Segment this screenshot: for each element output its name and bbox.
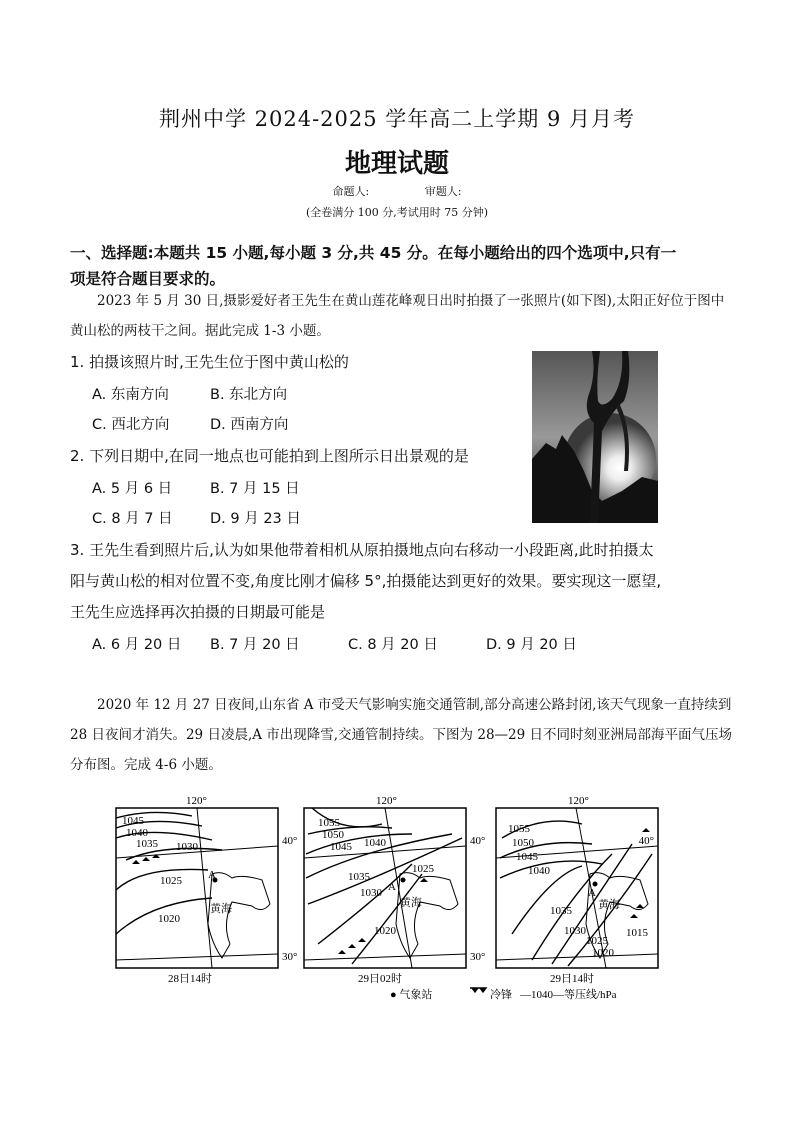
legend-front: 冷锋 <box>490 989 512 1001</box>
legend-station: ● 气象站 <box>390 989 433 1001</box>
q2-option-a[interactable]: A. 5 月 6 日 <box>92 481 173 497</box>
q2-option-b[interactable]: B. 7 月 15 日 <box>210 481 300 497</box>
map1-isobar-1035: 1035 <box>136 838 158 850</box>
lon-label-1: 120° <box>186 795 207 807</box>
map2-isobar-1055: 1055 <box>318 817 340 829</box>
map3-caption: 29日14时 <box>550 973 594 985</box>
map2-isobar-1035: 1035 <box>348 871 370 883</box>
map3-isobar-1045: 1045 <box>516 851 538 863</box>
map1-isobar-1020: 1020 <box>158 913 180 925</box>
map3-isobar-1020: 1020 <box>592 947 614 959</box>
map2-isobar-1025: 1025 <box>412 863 434 875</box>
lat-top-label-1: 40° <box>282 835 298 847</box>
section-heading-line1: 一、选择题:本题共 15 小题,每小题 3 分,共 45 分。在每小题给出的四个选项中,只有一 <box>70 244 677 262</box>
map1-sea-label: 黄海 <box>210 903 232 915</box>
q3-option-c[interactable]: C. 8 月 20 日 <box>348 637 438 653</box>
lon-label-2: 120° <box>376 795 397 807</box>
map2-caption: 29日02时 <box>358 973 402 985</box>
map3-point-a: A <box>588 887 596 899</box>
q2-option-c[interactable]: C. 8 月 7 日 <box>92 511 173 527</box>
exam-note: (全卷满分 100 分,考试用时 75 分钟) <box>305 206 489 219</box>
q3-option-a[interactable]: A. 6 月 20 日 <box>92 637 182 653</box>
lat-top-label-3: 40° <box>638 835 654 847</box>
question-3-line1: 3. 王先生看到照片后,认为如果他带着相机从原拍摄地点向右移动一小段距离,此时拍摄太 <box>70 541 654 559</box>
q3-option-b[interactable]: B. 7 月 20 日 <box>210 637 300 653</box>
map2-isobar-1030: 1030 <box>360 887 382 899</box>
exam-title: 荆州中学 2024-2025 学年高二上学期 9 月月考 <box>158 107 636 131</box>
map3-isobar-1035: 1035 <box>550 905 572 917</box>
lat-bottom-label-1: 30° <box>282 951 298 963</box>
map-28d14h <box>116 808 278 985</box>
map3-sea-label: 黄海 <box>598 899 620 911</box>
question-1: 1. 拍摄该照片时,王先生位于图中黄山松的 <box>70 353 349 371</box>
map3-isobar-1025: 1025 <box>586 935 608 947</box>
setter-label: 命题人: <box>332 185 370 198</box>
q1-option-b[interactable]: B. 东北方向 <box>210 387 288 403</box>
legend-front-symbol <box>470 988 486 992</box>
map2-sea-label: 黄海 <box>400 897 422 909</box>
huangshan-pine-photo <box>532 351 658 523</box>
map-29d02h <box>304 808 466 985</box>
legend-isobar: —1040—等压线/hPa <box>520 989 617 1001</box>
map2-isobar-1050: 1050 <box>322 829 344 841</box>
question-2: 2. 下列日期中,在同一地点也可能拍到上图所示日出景观的是 <box>70 447 469 465</box>
subject-title: 地理试题 <box>344 149 449 179</box>
reviewer-label: 审题人: <box>424 185 462 198</box>
q1-option-a[interactable]: A. 东南方向 <box>92 387 169 403</box>
q3-option-d[interactable]: D. 9 月 20 日 <box>486 637 577 653</box>
q1-option-c[interactable]: C. 西北方向 <box>92 417 170 433</box>
map3-isobar-1055: 1055 <box>508 823 530 835</box>
map2-point-a: A <box>388 881 396 893</box>
map1-isobar-1040: 1040 <box>126 827 148 839</box>
authors-line <box>0 183 794 199</box>
map1-isobar-1025: 1025 <box>160 875 182 887</box>
map2-isobar-1045: 1045 <box>330 841 352 853</box>
lon-label-3: 120° <box>568 795 589 807</box>
section-heading-line2: 项是符合题目要求的。 <box>70 270 226 288</box>
map2-isobar-1040: 1040 <box>364 837 386 849</box>
map3-isobar-1015: 1015 <box>626 927 648 939</box>
map-29d14h <box>496 808 658 985</box>
lat-top-label-2: 40° <box>470 835 486 847</box>
map2-isobar-1020: 1020 <box>374 925 396 937</box>
passage-1: 2023 年 5 月 30 日,摄影爱好者王先生在黄山莲花峰观日出时拍摄了一张照片(如下图),太阳正好位于图中黄山松的两枝干之间。据此完成 1-3 小题。 <box>70 293 725 339</box>
passage-2: 2020 年 12 月 27 日夜间,山东省 A 市受天气影响实施交通管制,部分高速公路封闭,该天气现象一直持续到 28 日夜间才消失。29 日凌晨,A 市出现降雪,交通管制持续。下图为 28—29 日不同时刻亚洲局部海平面气压场分布图。完成 4-6 小题。 <box>70 697 732 773</box>
question-3-line3: 王先生应选择再次拍摄的日期最可能是 <box>70 603 326 621</box>
q1-option-d[interactable]: D. 西南方向 <box>210 417 289 433</box>
question-3-line2: 阳与黄山松的相对位置不变,角度比刚才偏移 5°,拍摄能达到更好的效果。要实现这一愿望, <box>70 572 662 590</box>
lat-bottom-label-2: 30° <box>470 951 486 963</box>
map3-isobar-1050: 1050 <box>512 837 534 849</box>
section-heading <box>70 240 730 292</box>
map1-isobar-1030: 1030 <box>176 841 198 853</box>
q2-option-d[interactable]: D. 9 月 23 日 <box>210 511 301 527</box>
map1-caption: 28日14时 <box>168 973 212 985</box>
map3-isobar-1040: 1040 <box>528 865 550 877</box>
map1-point-a: A <box>208 869 216 881</box>
map3-isobar-1030: 1030 <box>564 925 586 937</box>
pressure-maps-figure <box>112 794 652 1014</box>
map1-isobar-1045: 1045 <box>122 815 144 827</box>
